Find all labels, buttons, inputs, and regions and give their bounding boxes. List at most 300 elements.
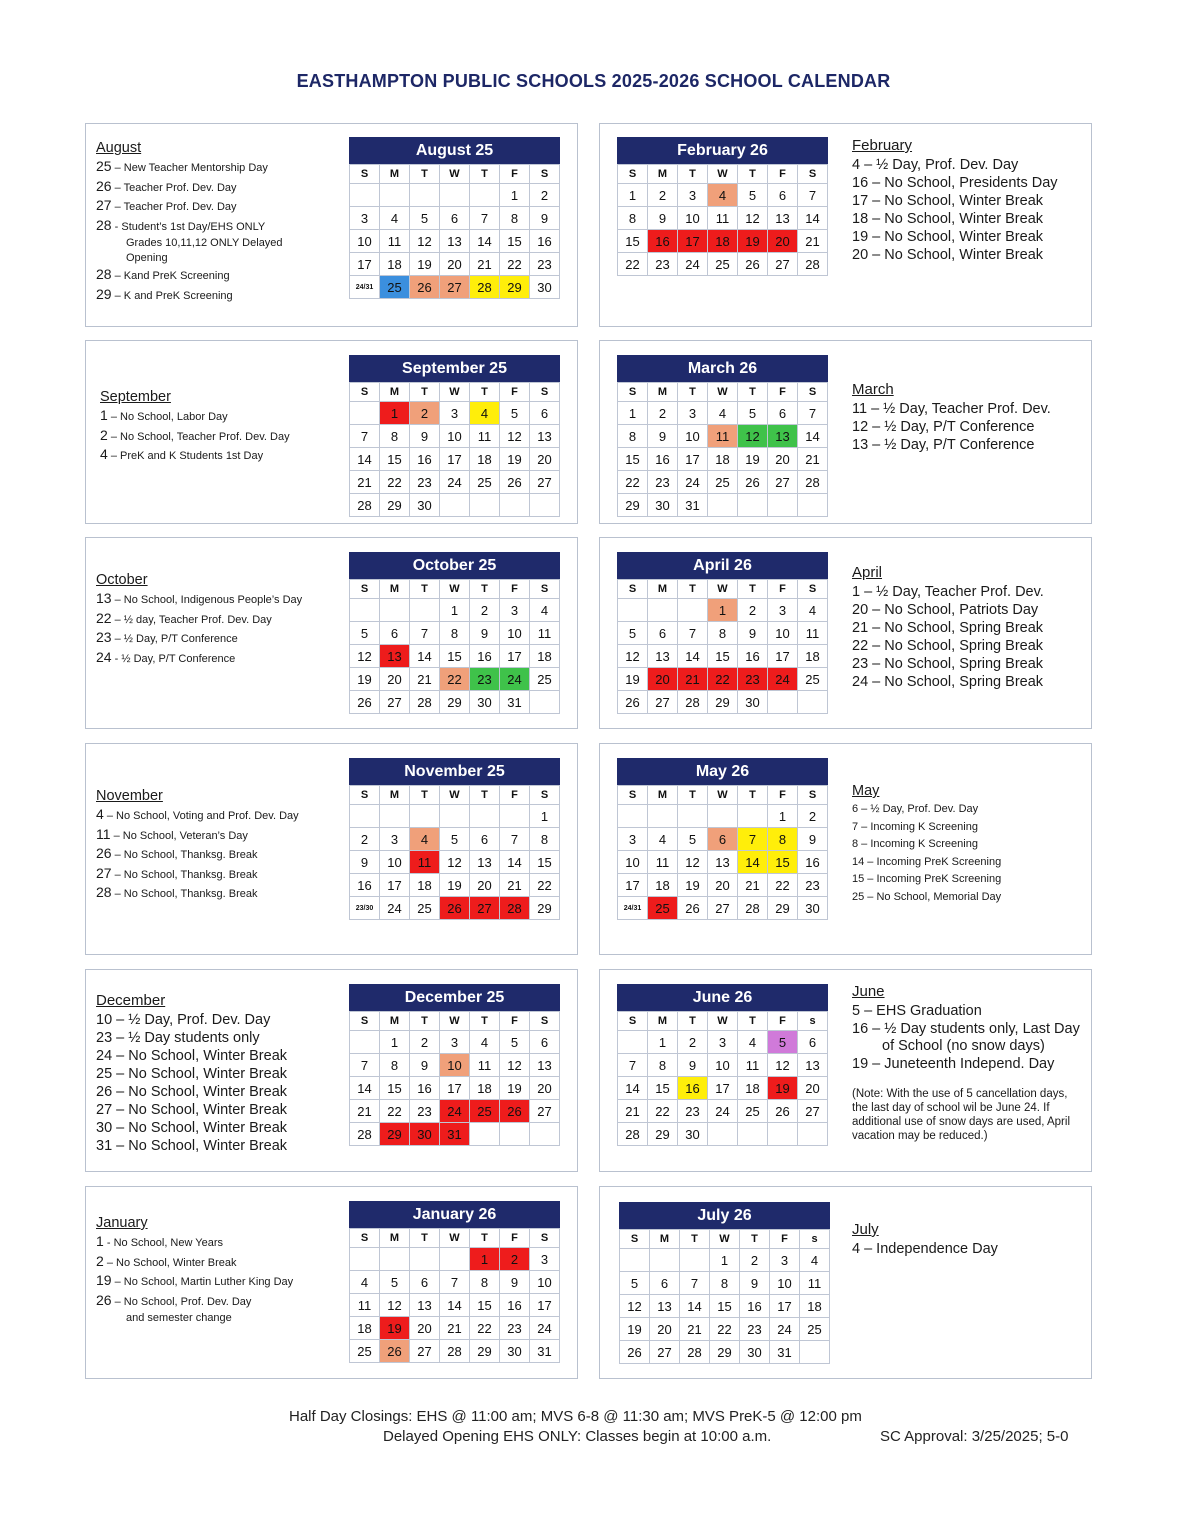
day-cell: 29 [500,276,530,299]
event-item [96,197,283,217]
event-day: 13 [96,590,112,606]
events-september [100,389,290,466]
day-cell: 8 [710,1272,740,1295]
day-cell: 20 [798,1077,828,1100]
day-cell: 3 [678,402,708,425]
day-cell: 15 [440,645,470,668]
calendar-october [349,552,560,714]
event-item [96,1083,287,1101]
weekday-header: S [350,1229,380,1248]
day-cell: 23 [678,1100,708,1123]
calendar-title: March 26 [617,355,828,382]
day-cell [440,184,470,207]
weekday-header: F [500,786,530,805]
day-cell: 14 [440,1294,470,1317]
weekday-header: W [708,1012,738,1031]
event-text: 31 – No School, Winter Break [96,1138,288,1154]
event-text: and semester change [126,1312,232,1324]
day-cell: 9 [678,1054,708,1077]
page-title: EASTHAMPTON PUBLIC SCHOOLS 2025-2026 SCHOOL CALENDAR [296,71,891,91]
day-cell [530,1123,560,1146]
weekday-header: T [678,580,708,599]
day-cell: 30 [470,691,500,714]
event-day: 11 [96,825,111,842]
day-cell: 27 [798,1100,828,1123]
calendar-note: (Note: With the use of 5 cancellation days, the last day of school wil be June 24. If additional use of snow days are used, April vacation may be reduced.) [852,1088,1070,1142]
calendar-title: October 25 [349,552,560,579]
day-cell: 5 [738,402,768,425]
day-cell: 21 [680,1318,710,1341]
day-cell [470,184,500,207]
day-cell: 16 [798,851,828,874]
week-row [350,1340,560,1363]
day-cell: 17 [768,645,798,668]
weekday-header: M [380,383,410,402]
day-cell: 5 [620,1272,650,1295]
day-cell: 31 [530,1340,560,1363]
day-cell: 24 [440,1100,470,1123]
event-item [96,1137,287,1155]
day-cell: 1 [470,1248,500,1271]
day-cell: 18 [798,645,828,668]
day-cell: 30 [410,1123,440,1146]
day-cell: 15 [500,230,530,253]
event-text: – No School, Voting and Prof. Dev. Day [103,810,299,822]
event-item [852,619,1044,637]
day-cell: 18 [800,1295,830,1318]
day-cell: 6 [530,1031,560,1054]
day-cell: 6 [440,207,470,230]
day-cell: 13 [380,645,410,668]
day-cell [618,1031,648,1054]
day-cell: 4 [738,1031,768,1054]
day-cell: 29 [470,1340,500,1363]
day-cell: 11 [380,230,410,253]
day-cell: 5 [410,207,440,230]
event-text: 4 – ½ Day, Prof. Dev. Day [852,157,1019,173]
event-item [96,1311,293,1326]
day-cell: 13 [708,851,738,874]
event-day: 28 [96,266,112,282]
calendar-title: May 26 [617,758,828,785]
day-cell: 8 [380,1054,410,1077]
day-cell: 13 [798,1054,828,1077]
event-text: 24 – No School, Winter Break [96,1048,288,1064]
week-row [618,599,828,622]
week-row [350,184,560,207]
day-cell: 3 [618,828,648,851]
day-cell: 4 [410,828,440,851]
day-cell: 17 [618,874,648,897]
panel-june [599,969,1092,1172]
day-cell: 25 [410,897,440,920]
day-cell: 22 [380,471,410,494]
weekday-header: F [768,786,798,805]
day-cell: 13 [530,425,560,448]
day-cell: 30 [648,494,678,517]
week-row [350,1271,560,1294]
day-cell: 13 [768,207,798,230]
day-cell: 15 [530,851,560,874]
event-text: 25 – No School, Winter Break [96,1066,288,1082]
day-cell [410,184,440,207]
weekday-header: S [798,580,828,599]
day-cell: 21 [500,874,530,897]
event-item [96,1011,287,1029]
day-cell: 2 [738,599,768,622]
day-cell: 27 [440,276,470,299]
day-cell [470,494,500,517]
day-cell: 20 [708,874,738,897]
day-cell: 21 [350,1100,380,1123]
weekday-header: W [440,383,470,402]
event-text: 27 – No School, Winter Break [96,1102,288,1118]
week-row [618,1077,828,1100]
day-cell: 22 [618,253,648,276]
day-cell: 7 [678,622,708,645]
event-item [96,236,283,251]
day-cell [708,494,738,517]
weekday-header: T [410,786,440,805]
day-cell: 15 [710,1295,740,1318]
day-cell: 9 [470,622,500,645]
calendar-november [349,758,560,920]
day-cell: 24 [708,1100,738,1123]
events-may [852,783,1001,906]
event-item [852,583,1044,601]
event-item [852,1240,998,1258]
weekday-header: M [648,786,678,805]
event-text: – Kand PreK Screening [111,270,230,282]
day-cell: 14 [678,645,708,668]
day-cell [350,805,380,828]
day-cell: 23/30 [350,897,380,920]
event-text: - Student’s 1st Day/EHS ONLY [111,220,266,233]
week-row [618,851,828,874]
week-row [350,622,560,645]
day-cell: 7 [798,402,828,425]
day-cell [620,1249,650,1272]
day-cell: 4 [380,207,410,230]
event-text: of School (no snow days) [882,1038,1045,1054]
day-cell: 21 [618,1100,648,1123]
day-cell: 6 [648,622,678,645]
event-text: 21 – No School, Spring Break [852,620,1044,636]
day-cell: 19 [738,448,768,471]
day-cell: 22 [710,1318,740,1341]
day-cell: 24/31 [618,897,648,920]
day-cell: 11 [350,1294,380,1317]
panel-november [85,743,578,955]
weekday-header: F [768,383,798,402]
day-cell: 20 [648,668,678,691]
day-cell [350,1031,380,1054]
day-cell: 15 [708,645,738,668]
day-cell: 26 [738,471,768,494]
day-cell: 7 [738,828,768,851]
event-item [96,590,302,610]
weekday-header: T [470,1229,500,1248]
panel-may [599,743,1092,955]
week-row [350,1317,560,1340]
day-cell: 23 [738,668,768,691]
week-row [618,207,828,230]
calendar-title: June 26 [617,984,828,1011]
day-cell: 18 [708,448,738,471]
day-cell: 23 [470,668,500,691]
event-text: 23 – No School, Spring Break [852,656,1044,672]
day-cell: 18 [410,874,440,897]
day-cell: 18 [648,874,678,897]
day-cell: 3 [440,402,470,425]
day-cell: 7 [680,1272,710,1295]
day-cell: 5 [618,622,648,645]
event-item [852,156,1058,174]
day-cell: 25 [800,1318,830,1341]
event-item [96,286,283,306]
week-row [350,253,560,276]
day-cell: 24 [678,253,708,276]
day-cell: 17 [708,1077,738,1100]
calendar-july [619,1202,830,1364]
day-cell [410,805,440,828]
day-cell: 4 [350,1271,380,1294]
day-cell: 1 [530,805,560,828]
week-row [350,1100,560,1123]
weekday-header: T [470,383,500,402]
day-cell: 20 [470,874,500,897]
day-cell: 4 [708,402,738,425]
event-day: 25 [96,158,112,174]
event-item [852,174,1058,192]
weekday-header: s [800,1230,830,1249]
event-day: 4 [96,806,104,822]
week-row [350,691,560,714]
day-cell: 8 [618,425,648,448]
day-cell [500,805,530,828]
event-day: 26 [96,177,112,194]
day-cell: 23 [410,1100,440,1123]
weekday-header: W [708,165,738,184]
event-day: 23 [96,629,112,645]
week-row [618,1054,828,1077]
event-item [96,845,299,865]
day-cell [440,805,470,828]
weekday-header: S [530,165,560,184]
events-july [852,1221,998,1258]
day-cell [440,494,470,517]
event-item [96,884,299,904]
weekday-header: S [530,1229,560,1248]
weekday-header: F [500,1012,530,1031]
day-cell: 6 [768,184,798,207]
day-cell: 27 [648,691,678,714]
day-cell: 6 [470,828,500,851]
weekday-header: M [380,1229,410,1248]
event-item [96,826,299,846]
day-cell: 2 [740,1249,770,1272]
day-cell: 7 [500,828,530,851]
event-item [96,1065,287,1083]
calendar-september [349,355,560,517]
month-name: June [852,983,885,1000]
event-day: 4 [100,446,108,462]
weekday-header: T [678,165,708,184]
week-row [618,691,828,714]
day-cell: 29 [618,494,648,517]
day-cell: 17 [380,874,410,897]
event-item [852,400,1051,418]
day-cell: 18 [380,253,410,276]
day-cell: 24 [768,668,798,691]
day-cell: 10 [770,1272,800,1295]
event-text: 13 – ½ Day, P/T Conference [852,437,1035,453]
day-cell: 20 [440,253,470,276]
weekday-header: M [648,580,678,599]
day-cell: 9 [648,207,678,230]
day-cell: 7 [798,184,828,207]
day-cell: 26 [410,276,440,299]
weekday-header: F [770,1230,800,1249]
day-cell [350,1248,380,1271]
day-cell: 28 [500,897,530,920]
day-cell [350,184,380,207]
day-cell: 17 [678,448,708,471]
day-cell: 3 [770,1249,800,1272]
day-cell: 16 [530,230,560,253]
week-row [618,471,828,494]
weekday-header: T [678,1012,708,1031]
week-row [350,1031,560,1054]
day-cell: 27 [768,471,798,494]
day-cell [738,494,768,517]
weekday-header: T [740,1230,770,1249]
calendar-title: April 26 [617,552,828,579]
day-cell: 30 [530,276,560,299]
day-cell: 12 [620,1295,650,1318]
day-cell: 16 [738,645,768,668]
day-cell: 31 [500,691,530,714]
day-cell: 28 [678,691,708,714]
week-row [618,1100,828,1123]
day-cell [470,1123,500,1146]
day-cell: 7 [350,1054,380,1077]
calendar-january [349,1201,560,1363]
week-row [350,851,560,874]
day-cell: 26 [620,1341,650,1364]
day-cell: 19 [678,874,708,897]
day-cell: 14 [680,1295,710,1318]
panel-march [599,340,1092,524]
event-day: 28 [96,216,112,233]
weekday-header: W [440,165,470,184]
week-row [350,805,560,828]
event-day: 27 [96,864,112,881]
day-cell [500,494,530,517]
day-cell: 22 [470,1317,500,1340]
event-day: 24 [96,648,112,665]
day-cell: 22 [440,668,470,691]
event-text: 16 – ½ Day students only, Last Day [852,1021,1080,1037]
weekday-header: F [500,1229,530,1248]
weekday-header: S [798,165,828,184]
day-cell: 11 [530,622,560,645]
day-cell: 7 [350,425,380,448]
event-day: 2 [96,1252,104,1269]
events-february [852,137,1058,264]
week-row [618,494,828,517]
day-cell: 15 [648,1077,678,1100]
day-cell: 1 [500,184,530,207]
weekday-header: M [380,786,410,805]
day-cell: 1 [618,402,648,425]
calendar-april [617,552,828,714]
calendar-title: July 26 [619,1202,830,1229]
day-cell: 12 [738,207,768,230]
week-row [620,1249,830,1272]
day-cell: 28 [798,253,828,276]
event-item [100,446,290,466]
day-cell: 10 [440,1054,470,1077]
day-cell: 17 [350,253,380,276]
day-cell: 8 [648,1054,678,1077]
event-day: 27 [96,197,112,213]
day-cell: 3 [678,184,708,207]
day-cell: 13 [650,1295,680,1318]
events-march [852,381,1051,454]
day-cell [768,494,798,517]
day-cell: 27 [708,897,738,920]
day-cell: 24 [500,668,530,691]
month-name: January [96,1215,148,1231]
day-cell: 12 [738,425,768,448]
week-row [618,448,828,471]
day-cell: 6 [798,1031,828,1054]
week-row [350,1054,560,1077]
day-cell: 22 [380,1100,410,1123]
week-row [350,471,560,494]
weekday-header: T [410,165,440,184]
day-cell: 10 [618,851,648,874]
day-cell: 2 [500,1248,530,1271]
week-row [350,448,560,471]
week-row [620,1318,830,1341]
events-december [96,992,287,1155]
day-cell: 12 [678,851,708,874]
weekday-header: M [380,165,410,184]
event-text: 4 – Independence Day [852,1241,998,1257]
day-cell: 25 [470,471,500,494]
day-cell: 29 [440,691,470,714]
day-cell: 21 [410,668,440,691]
event-day: 26 [96,845,112,861]
day-cell: 15 [470,1294,500,1317]
day-cell: 21 [350,471,380,494]
day-cell: 25 [470,1100,500,1123]
day-cell: 16 [410,1077,440,1100]
event-item [852,436,1051,454]
weekday-header: M [648,1012,678,1031]
week-row [618,897,828,920]
weekday-header: T [410,1229,440,1248]
weekday-header: M [380,580,410,599]
event-day: 22 [96,609,112,626]
event-item [96,1292,293,1312]
events-november [96,788,299,904]
day-cell: 9 [410,425,440,448]
event-text: – No School, Teacher Prof. Dev. Day [107,430,290,443]
day-cell [530,691,560,714]
